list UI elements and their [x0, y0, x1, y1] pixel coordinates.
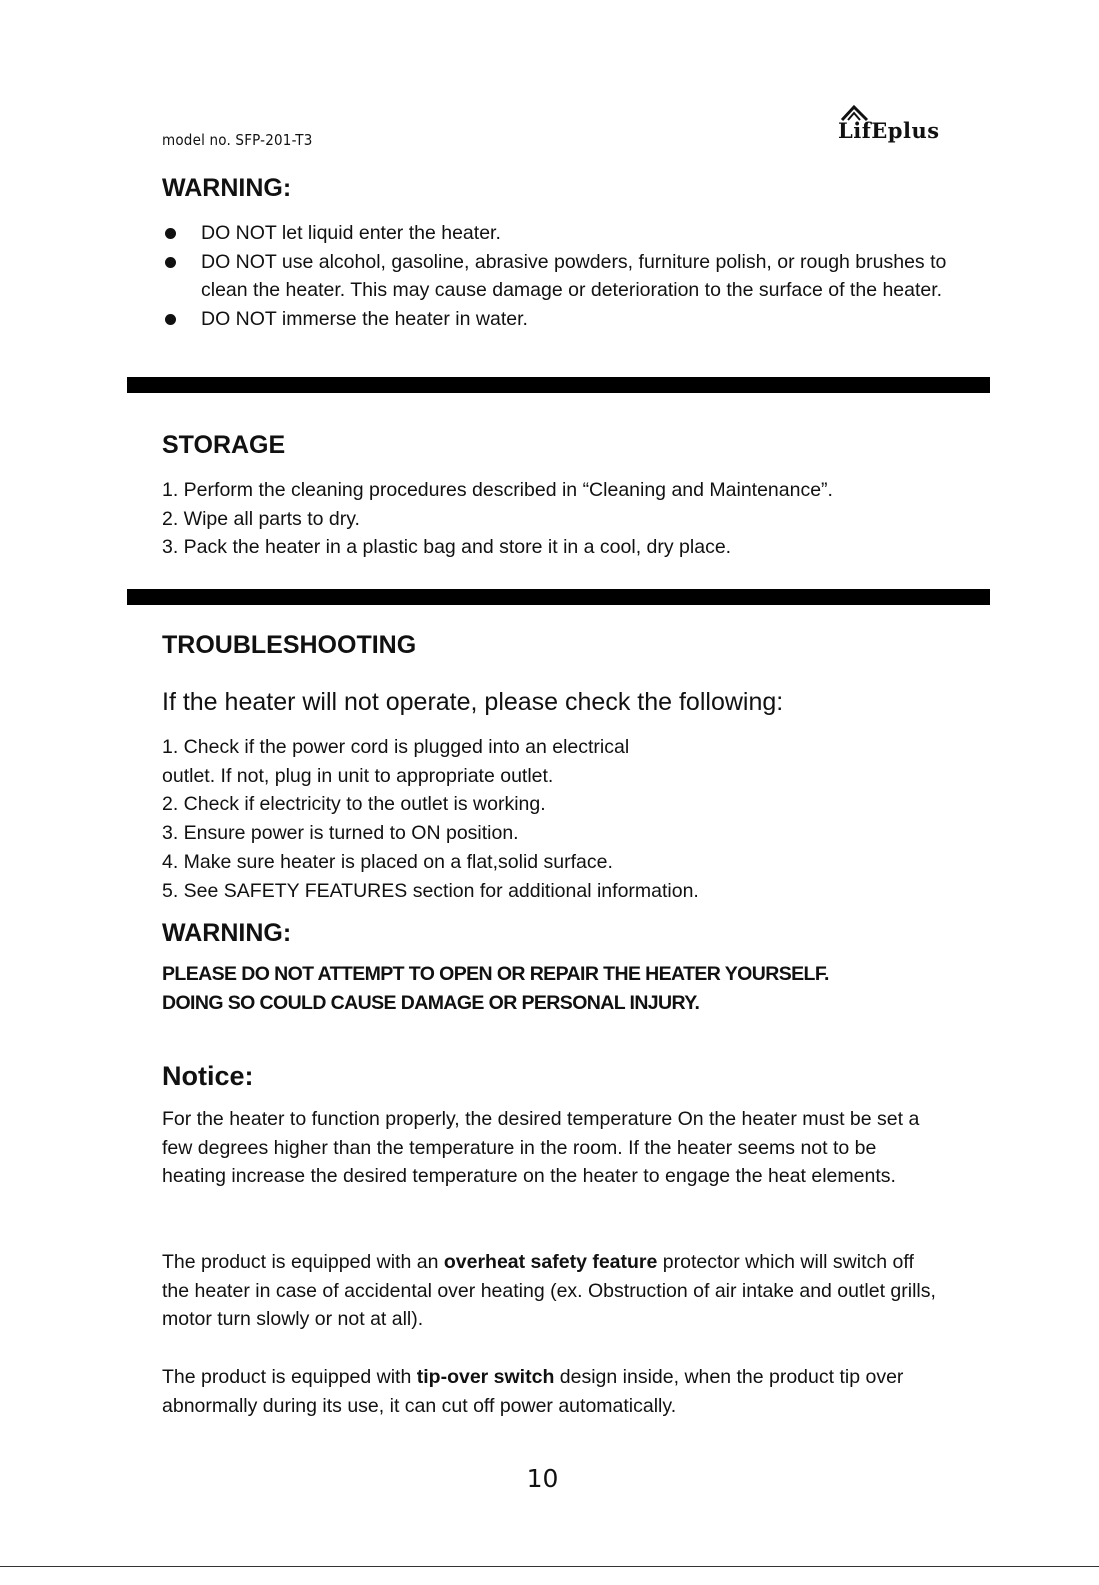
- troubleshooting-steps: [162, 733, 699, 905]
- overheat-paragraph: The product is equipped with an overheat safety feature protector which will switch off the heater in case of accidental over heating (ex. Obstruction of air intake and outlet grills, motor turn slowly or not at all).: [162, 1251, 936, 1331]
- storage-step: 1. Perform the cleaning procedures described in “Cleaning and Maintenance”.: [162, 479, 833, 501]
- page-bottom-rule: [0, 1566, 1099, 1567]
- storage-steps: [162, 476, 833, 562]
- warning-item: DO NOT immerse the heater in water.: [162, 305, 962, 334]
- model-number: model no. SFP-201-T3: [162, 131, 313, 149]
- troubleshooting-step: 2. Check if electricity to the outlet is working.: [162, 793, 546, 816]
- section-divider: [127, 377, 990, 393]
- warning-title: WARNING:: [162, 174, 292, 202]
- brand-logo: [838, 104, 940, 148]
- storage-step: 3. Pack the heater in a plastic bag and store it in a cool, dry place.: [162, 536, 732, 559]
- tip-over-paragraph: The product is equipped with tip-over switch design inside, when the product tip over abnormally during its use, it can cut off power automatically.: [162, 1366, 904, 1417]
- section-divider: [127, 589, 990, 605]
- repair-warning-line: PLEASE DO NOT ATTEMPT TO OPEN OR REPAIR THE HEATER YOURSELF.: [162, 963, 829, 985]
- warning-list: [162, 219, 962, 334]
- troubleshooting-step: outlet. If not, plug in unit to appropriate outlet.: [162, 764, 554, 787]
- troubleshooting-step: 5. See SAFETY FEATURES section for additional information.: [162, 879, 699, 902]
- troubleshooting-step: 1. Check if the power cord is plugged into an electrical: [162, 736, 630, 758]
- logo-text: LifEplus: [838, 118, 940, 143]
- troubleshooting-step: 4. Make sure heater is placed on a flat,solid surface.: [162, 850, 613, 873]
- troubleshooting-intro: If the heater will not operate, please check the following:: [162, 688, 784, 716]
- warning-item: DO NOT let liquid enter the heater.: [162, 219, 962, 248]
- notice-title: Notice:: [162, 1061, 254, 1091]
- tip-over-label: tip-over switch: [416, 1366, 555, 1388]
- storage-step: 2. Wipe all parts to dry.: [162, 507, 360, 530]
- page-number: 10: [526, 1464, 559, 1493]
- warning-item: DO NOT use alcohol, gasoline, abrasive powders, furniture polish, or rough brushes to clean the heater. This may cause damage or deterioration to the surface of the heater.: [162, 248, 962, 305]
- repair-warning-line: DOING SO COULD CAUSE DAMAGE OR PERSONAL INJURY.: [162, 992, 700, 1014]
- notice-paragraph: For the heater to function properly, the desired temperature On the heater must be set a few degrees higher than the temperature in the room. If the heater seems not to be heating increase the desired temperature on the heater to engage the heat elements.: [162, 1108, 920, 1188]
- troubleshooting-step: 3. Ensure power is turned to ON position.: [162, 822, 519, 845]
- warning-title: WARNING:: [162, 919, 292, 947]
- repair-warning: [162, 960, 829, 1018]
- storage-title: STORAGE: [162, 431, 286, 459]
- overheat-feature-label: overheat safety feature: [443, 1251, 658, 1273]
- troubleshooting-title: TROUBLESHOOTING: [162, 631, 417, 659]
